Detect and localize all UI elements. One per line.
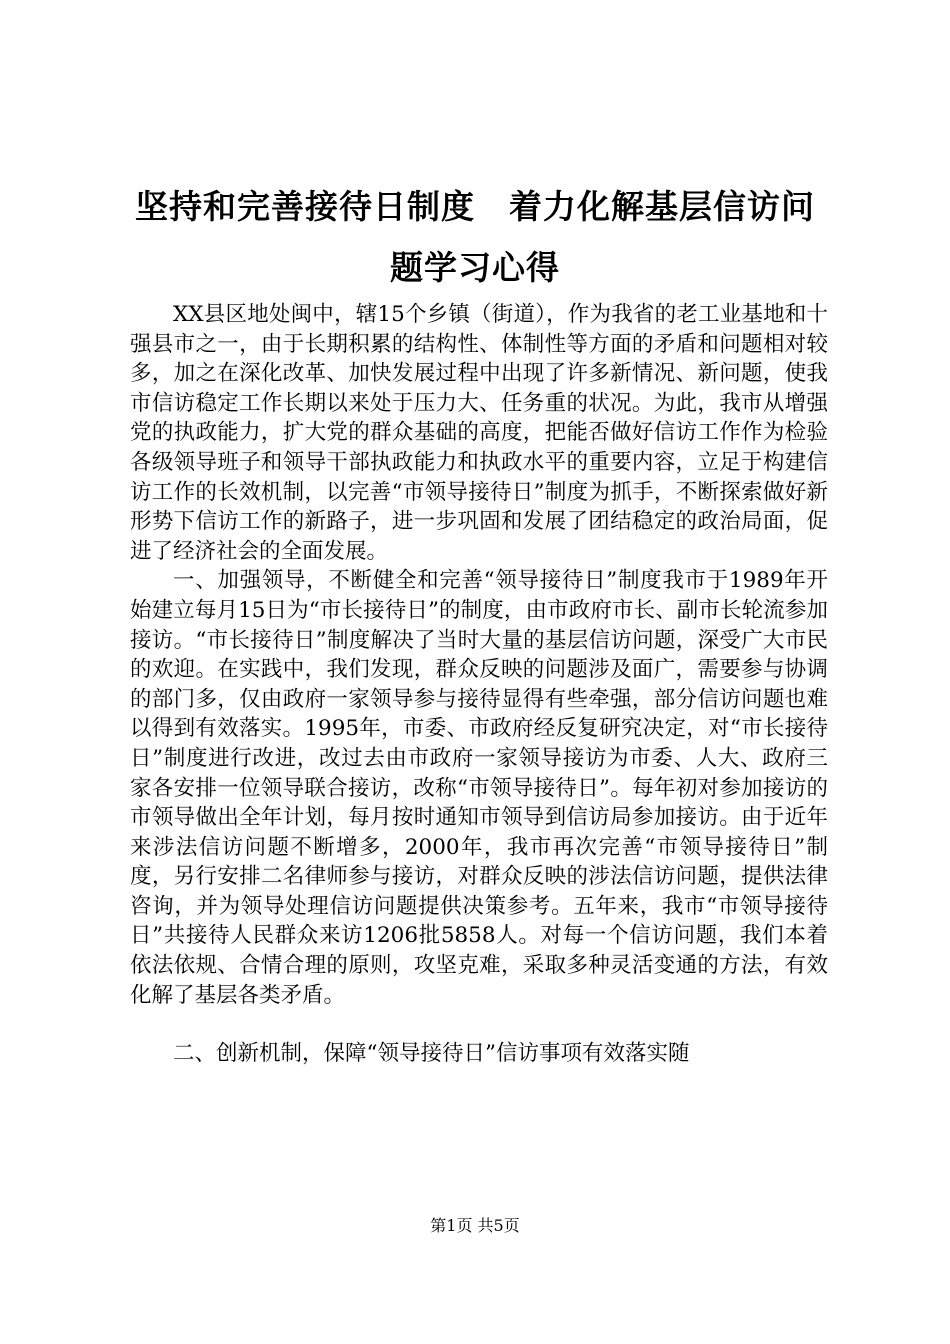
paragraph-intro: XX县区地处闽中，辖15个乡镇（街道），作为我省的老工业基地和十强县市之一，由于长期积累的结构性、体制性等方面的矛盾和问题相对较多，加之在深化改革、加快发展过程中出现了许多新情况、新问题，使我市信访稳定工作长期以来处于压力大、任务重的状况。为此，我市从增强党的执政能力，扩大党的群众基础的高度，把能否做好信访工作作为检验各级领导班子和领导干部执政能力和执政水平的重要内容，立足于构建信访工作的长效机制，以完善“市领导接待日”制度为抓手，不断探索做好新形势下信访工作的新路子，进一步巩固和发展了团结稳定的政治局面，促进了经济社会的全面发展。	[130, 302, 828, 564]
document-title-line-2: 题学习心得	[390, 248, 560, 287]
page-number-footer: 第1页 共5页	[430, 1216, 520, 1235]
paragraph-section-1: 一、加强领导，不断健全和完善“领导接待日”制度我市于1989年开始建立每月15日为“市长接待日”的制度，由市政府市长、副市长轮流参加接访。“市长接待日”制度解决了当时大量的基层信访问题，深受广大市民的欢迎。在实践中，我们发现，群众反映的问题涉及面广，需要参与协调的部门多，仅由政府一家领导参与接待显得有些牵强，部分信访问题也难以得到有效落实。1995年，市委、市政府经反复研究决定，对“市长接待日”制度进行改进，改过去由市政府一家领导接访为市委、人大、政府三家各安排一位领导联合接访，改称“市领导接待日”。每年初对参加接访的市领导做出全年计划，每月按时通知市领导到信访局参加接访。由于近年来涉法信访问题不断增多，2000年，我市再次完善“市领导接待日”制度，另行安排二名律师参与接访，对群众反映的涉法信访问题，提供法律咨询，并为领导处理信访问题提供决策参考。五年来，我市“市领导接待日”共接待人民群众来访1206批5858人。对每一个信访问题，我们本着依法依规、合情合理的原则，攻坚克难，采取多种灵活变通的方法，有效化解了基层各类矛盾。	[130, 568, 828, 1008]
document-body	[130, 300, 828, 1069]
paragraph-section-2: 二、创新机制，保障“领导接待日”信访事项有效落实随	[173, 1041, 690, 1067]
document-title-line-1: 坚持和完善接待日制度 着力化解基层信访问	[135, 187, 815, 226]
